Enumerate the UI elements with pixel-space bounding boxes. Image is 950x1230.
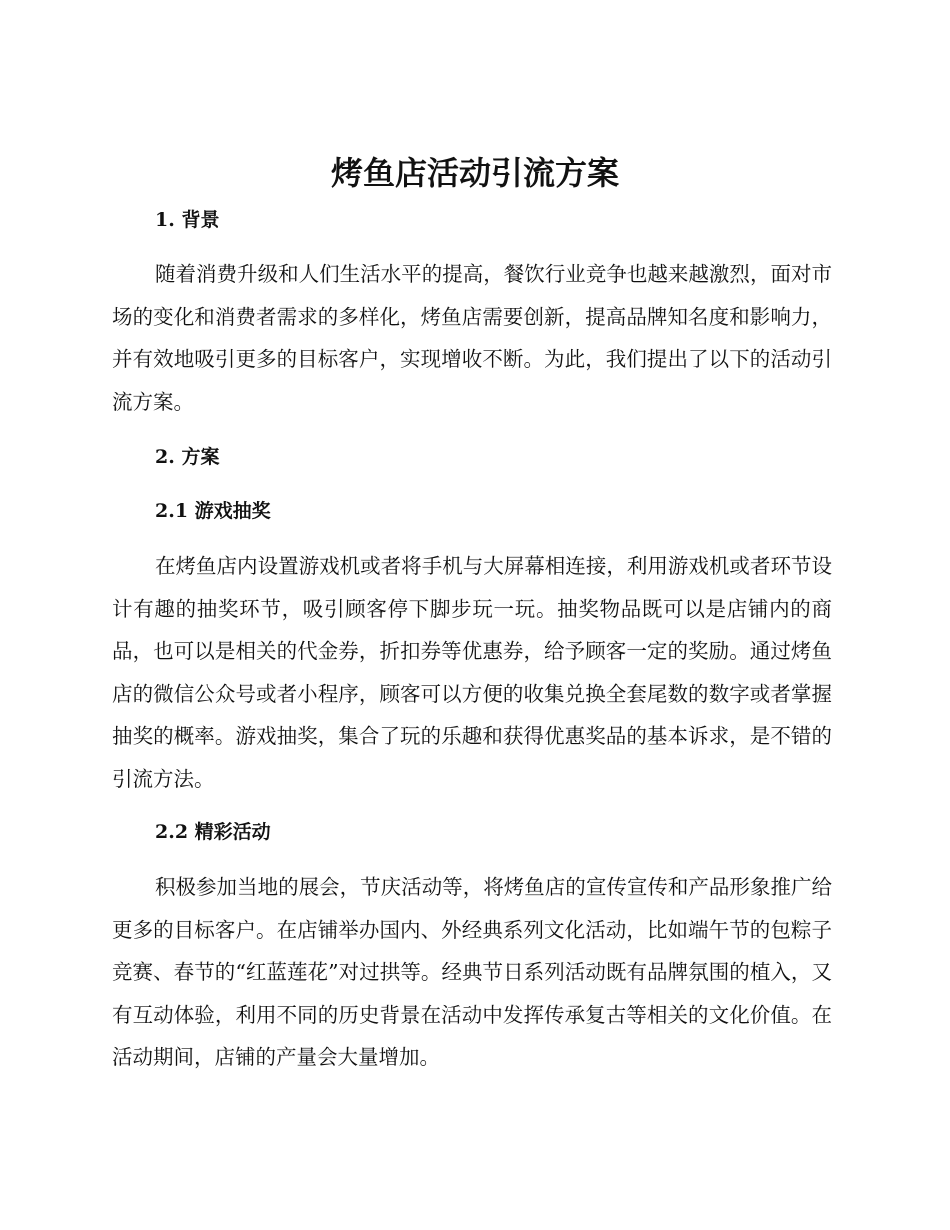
paragraph-background: 随着消费升级和人们生活水平的提高，餐饮行业竞争也越来越激烈，面对市场的变化和消费者需求的多样化，烤鱼店需要创新，提高品牌知名度和影响力，并有效地吸引更多的目标客户，实现增收不断。为此，我们提出了以下的活动引流方案。 [112,262,832,414]
section-heading-plan: 2. 方案 [155,446,220,468]
section-heading-background: 1. 背景 [155,209,220,231]
section-heading-lottery: 2.1 游戏抽奖 [155,500,271,522]
section-heading-events: 2.2 精彩活动 [155,821,271,843]
document-title: 烤鱼店活动引流方案 [330,154,619,192]
paragraph-events: 积极参加当地的展会，节庆活动等，将烤鱼店的宣传宣传和产品形象推广给更多的目标客户。在店铺举办国内、外经典系列文化活动，比如端午节的包粽子竞赛、春节的“红蓝莲花”对过拱等。经典节日系列活动既有品牌氛围的植入，又有互动体验，利用不同的历史背景在活动中发挥传承复古等相关的文化价值。在活动期间，店铺的产量会大量增加。 [112,875,832,1069]
paragraph-lottery: 在烤鱼店内设置游戏机或者将手机与大屏幕相连接，利用游戏机或者环节设计有趣的抽奖环节，吸引顾客停下脚步玩一玩。抽奖物品既可以是店铺内的商品，也可以是相关的代金券，折扣券等优惠券，给予顾客一定的奖励。通过烤鱼店的微信公众号或者小程序，顾客可以方便的收集兑换全套尾数的数字或者掌握抽奖的概率。游戏抽奖，集合了玩的乐趣和获得优惠奖品的基本诉求，是不错的引流方法。 [112,554,832,791]
